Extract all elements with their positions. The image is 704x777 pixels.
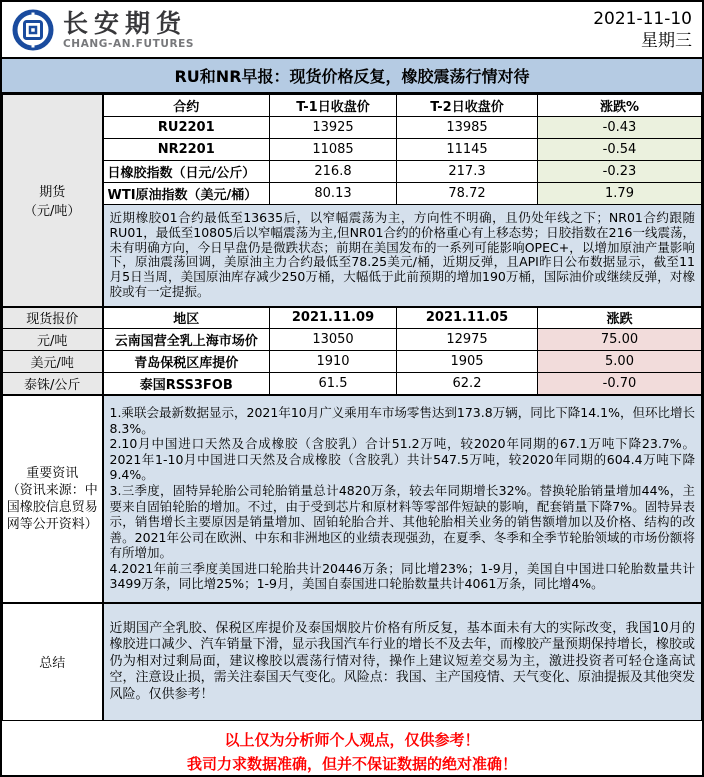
report-weekday: 星期三 <box>641 30 692 51</box>
brand-name-cn: 长安期货 <box>63 8 188 38</box>
news-item: 3.三季度，固特异轮胎公司轮胎销量总计4820万条，较去年同期增长32%。替换轮胎销量增加44%，主要来自固铂轮胎的增加。不过，由于受到芯片和原材料等零部件短缺的影响，配套销量下降7%。固特异表示，销售增长主要原因是销量增加、固铂轮胎合并、其他轮胎相关业务的销售额增加以及价格、结构的改善。2021年公司在欧洲、中东和非洲地区的业绩表现强劲，在夏季、冬季和全季节轮胎领域的市场份额将有所增加。 <box>109 482 695 561</box>
report-title: RU和NR早报：现货价格反复，橡胶震荡行情对待 <box>174 67 530 86</box>
t2-close: 11145 <box>397 139 538 161</box>
brand-name-en: CHANG-AN.FUTURES <box>63 37 195 50</box>
futures-section-label <box>3 95 103 307</box>
report-table <box>2 94 702 721</box>
contract-name: 日橡胶指数（日元/公斤） <box>103 161 270 183</box>
brand <box>12 9 194 51</box>
summary-row <box>3 603 702 721</box>
spot-unit: 泰铢/公斤 <box>3 373 103 395</box>
disclaimer-line-2: 我司力求数据准确，但并不保证数据的绝对准确！ <box>186 755 517 773</box>
t2-close: 217.3 <box>397 161 538 183</box>
futures-label-line1: 期货 <box>39 185 66 201</box>
report-header <box>2 2 702 57</box>
spot-header-row <box>3 307 702 329</box>
spot-change: 5.00 <box>538 351 702 373</box>
report-title-bar <box>2 57 702 94</box>
spot-price-2: 62.2 <box>397 373 538 395</box>
futures-analysis-text: 近期橡胶01合约最低至13635后，以窄幅震荡为主，方向性不明确，且仍处年线之下；NR01合约跟随RU01，最低至10805后以窄幅震荡为主,但NR01合约的价格重心有上移态势；日胶指数在216一线震荡，未有明确方向，今日早盘仍是微跌状态；前期在美国发布的一系列可能影响OPEC+，以增加原油产量影响下，原油震荡回调，美原油主力合约最低至78.25美元/桶，近期反弹，且API昨日公布数据显示，截至11月5日当周，美国原油库存减少250万桶，大幅低于此前预期的增加190万桶，国际油价或继续反弹，对橡胶或有一定提振。 <box>103 205 702 307</box>
brand-text <box>63 10 194 50</box>
spot-col-change: 涨跌 <box>538 307 702 329</box>
summary-section-label: 总结 <box>3 603 103 721</box>
futures-header-row <box>3 95 702 117</box>
change-pct: 1.79 <box>538 183 702 205</box>
futures-col-contract: 合约 <box>103 95 270 117</box>
spot-price-1: 61.5 <box>270 373 397 395</box>
change-pct: -0.54 <box>538 139 702 161</box>
spot-col-date1: 2021.11.09 <box>270 307 397 329</box>
futures-analysis-row <box>3 205 702 307</box>
spot-change: 75.00 <box>538 329 702 351</box>
table-row <box>3 351 702 373</box>
spot-col-region: 地区 <box>103 307 270 329</box>
contract-name: WTI原油指数（美元/桶） <box>103 183 270 205</box>
t2-close: 13985 <box>397 117 538 139</box>
t1-close: 80.13 <box>270 183 397 205</box>
brand-logo-icon <box>12 9 54 51</box>
news-row <box>3 395 702 603</box>
news-item: 4.2021年前三季度美国进口轮胎共计20446万条；同比增23%；1-9月，美国自中国进口轮胎数量共计3499万条，同比增25%；1-9月，美国自泰国进口轮胎数量共计4061万条，同比增4%。 <box>109 560 695 592</box>
table-row <box>3 329 702 351</box>
spot-unit: 元/吨 <box>3 329 103 351</box>
change-pct: -0.23 <box>538 161 702 183</box>
table-row <box>3 373 702 395</box>
contract-name: RU2201 <box>103 117 270 139</box>
spot-region: 云南国营全乳上海市场价 <box>103 329 270 351</box>
table-row <box>3 161 702 183</box>
news-label-source: （资讯来源：中国橡胶信息贸易网等公开资料） <box>6 482 98 532</box>
report-date: 2021-11-10 <box>593 8 692 29</box>
news-item: 2.10月中国进口天然及合成橡胶（含胶乳）合计51.2万吨，较2020年同期的67.1万吨下降23.7%。2021年1-10月中国进口天然及合成橡胶（含胶乳）共计547.5万吨，较2020年同期的604.4万吨下降9.4%。 <box>109 436 695 483</box>
disclaimer <box>2 721 702 776</box>
spot-section-label: 现货报价 <box>3 307 103 329</box>
spot-col-date2: 2021.11.05 <box>397 307 538 329</box>
disclaimer-line-1: 以上仅为分析师个人观点，仅供参考！ <box>224 731 480 749</box>
date-block <box>593 8 692 52</box>
futures-col-change: 涨跌% <box>538 95 702 117</box>
news-label-title: 重要资讯 <box>26 465 79 481</box>
news-content <box>103 395 702 603</box>
futures-col-t1close: T-1日收盘价 <box>270 95 397 117</box>
spot-price-1: 1910 <box>270 351 397 373</box>
spot-price-2: 1905 <box>397 351 538 373</box>
t2-close: 78.72 <box>397 183 538 205</box>
spot-unit: 美元/吨 <box>3 351 103 373</box>
spot-change: -0.70 <box>538 373 702 395</box>
t1-close: 11085 <box>270 139 397 161</box>
futures-col-t2close: T-2日收盘价 <box>397 95 538 117</box>
spot-price-1: 13050 <box>270 329 397 351</box>
table-row <box>3 139 702 161</box>
news-item: 1.乘联会最新数据显示，2021年10月广义乘用车市场零售达到173.8万辆，同比下降14.1%，但环比增长8.3%。 <box>109 404 695 436</box>
t1-close: 216.8 <box>270 161 397 183</box>
futures-label-line2: （元/吨） <box>24 204 81 220</box>
change-pct: -0.43 <box>538 117 702 139</box>
spot-region: 泰国RSS3FOB <box>103 373 270 395</box>
summary-text: 近期国产全乳胶、保税区库提价及泰国烟胶片价格有所反复，基本面未有大的实际改变，我国10月的橡胶进口减少、汽车销量下滑，显示我国汽车行业的增长不及去年，而橡胶产量预期保持增长，橡胶或仍为相对过剩局面，建议橡胶以震荡行情对待，操作上建议短差交易为主，激进投资者可轻仓逢高试空，注意设止损，需关注泰国天气变化。风险点：我国、主产国疫情、天气变化、原油提振及其他突发风险。仅供参考！ <box>103 603 702 721</box>
table-row <box>3 117 702 139</box>
t1-close: 13925 <box>270 117 397 139</box>
news-section-label <box>3 395 103 603</box>
contract-name: NR2201 <box>103 139 270 161</box>
table-row <box>3 183 702 205</box>
spot-price-2: 12975 <box>397 329 538 351</box>
spot-region: 青岛保税区库提价 <box>103 351 270 373</box>
